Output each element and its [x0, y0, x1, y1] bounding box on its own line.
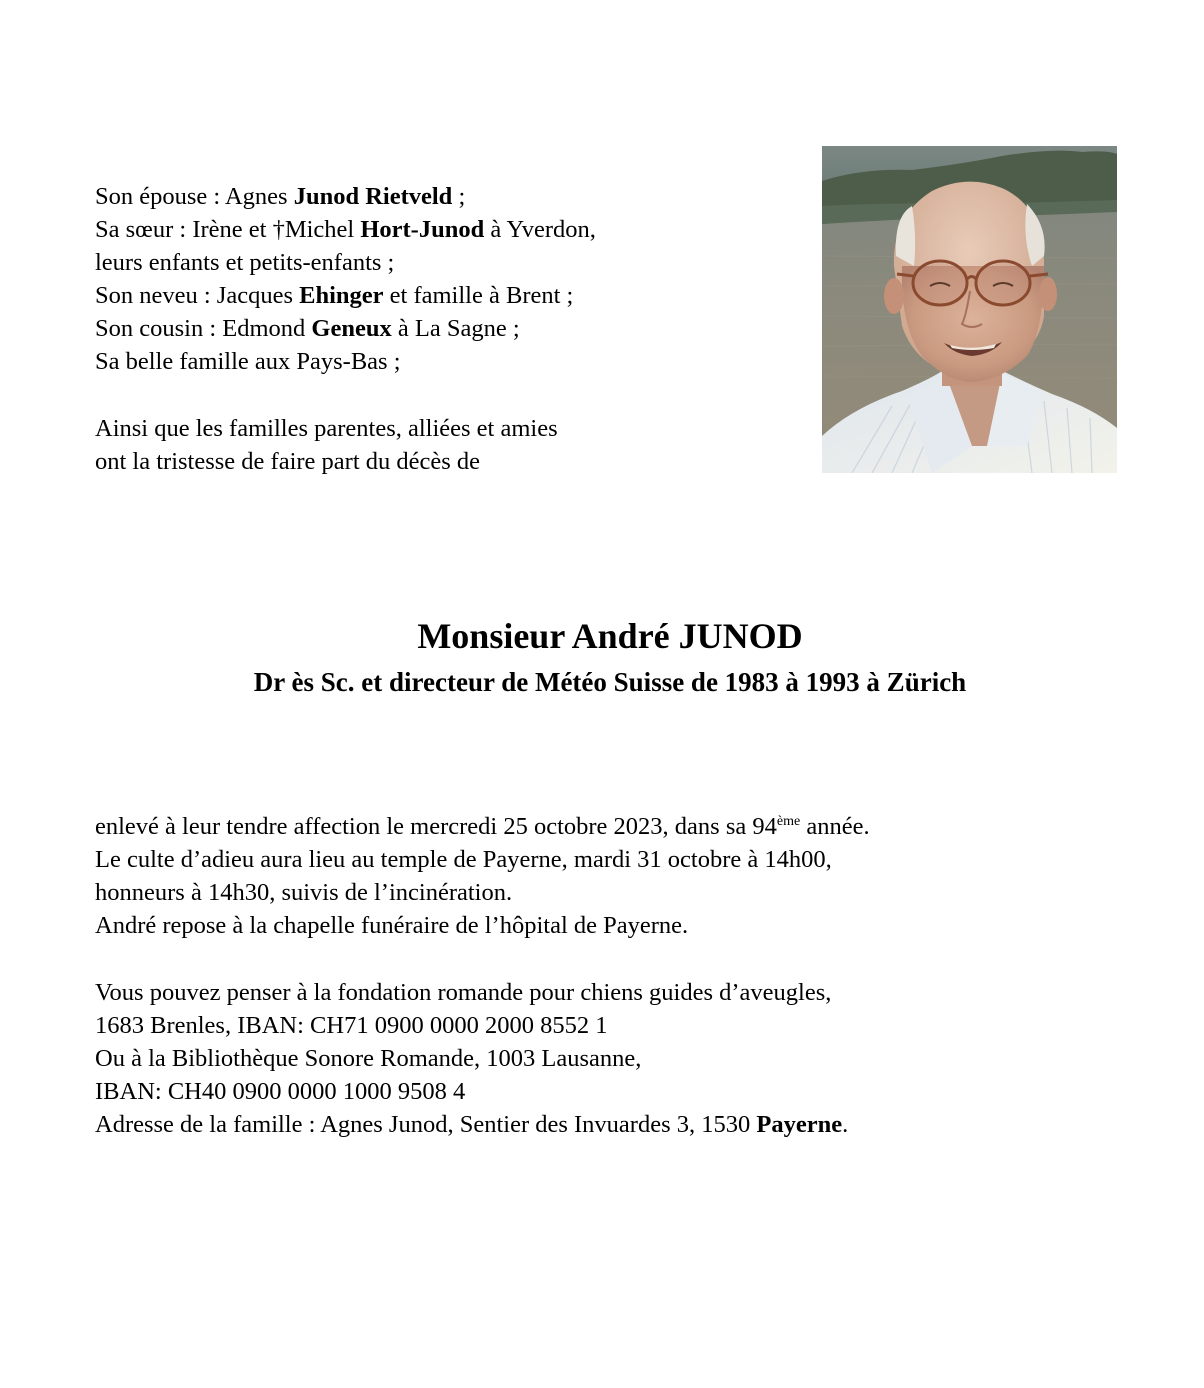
chapel-line: André repose à la chapelle funéraire de l’hôpital de Payerne.: [95, 912, 689, 939]
family-line-nephew: [95, 279, 596, 312]
family-line-text: leurs enfants et petits-enfants ;: [95, 249, 395, 276]
deceased-title: Dr ès Sc. et directeur de Météo Suisse de 1983 à 1993 à Zürich: [253, 667, 967, 697]
family-line-sister: [95, 213, 596, 246]
family-line-text: Son neveu : Jacques: [95, 282, 300, 309]
death-date-text: enlevé à leur tendre affection le mercredi 25 octobre 2023, dans sa 94: [95, 813, 777, 840]
family-line-children: [95, 246, 596, 279]
family-line-cousin: [95, 312, 596, 345]
family-name-bold: Ehinger: [299, 282, 384, 309]
deceased-name: Monsieur André JUNOD: [417, 616, 803, 656]
family-line-text: ;: [452, 183, 466, 210]
family-line-text: et famille à Brent ;: [383, 282, 574, 309]
family-line-text: Son cousin : Edmond: [95, 315, 312, 342]
address-text: .: [842, 1111, 849, 1138]
family-line-in-laws: [95, 345, 596, 378]
family-line-text: à Yverdon,: [484, 216, 596, 243]
family-name-bold: Junod Rietveld: [293, 183, 453, 210]
ordinal-suffix: ème: [776, 814, 801, 829]
portrait-image: [822, 146, 1117, 473]
family-line-spouse: [95, 180, 596, 213]
death-date-text: année.: [800, 813, 870, 840]
portrait-photo: [822, 146, 1117, 473]
donations-info: [95, 976, 848, 1141]
donation-line: Vous pouvez penser à la fondation romande pour chiens guides d’aveugles,: [95, 979, 832, 1006]
address-text: Adresse de la famille : Agnes Junod, Sentier des Invuardes 3, 1530: [95, 1111, 757, 1138]
intro-line: Ainsi que les familles parentes, alliées et amies: [95, 415, 558, 442]
service-line: Le culte d’adieu aura lieu au temple de Payerne, mardi 31 octobre à 14h00,: [95, 846, 832, 873]
family-address: [95, 1108, 848, 1141]
death-date-line: [95, 810, 870, 843]
intro-line: ont la tristesse de faire part du décès de: [95, 448, 481, 475]
funeral-details: [95, 810, 870, 942]
family-list: [95, 180, 596, 378]
family-line-text: Sa belle famille aux Pays-Bas ;: [95, 348, 401, 375]
address-city: Payerne: [756, 1111, 843, 1138]
announcement-intro: [95, 412, 558, 478]
donation-iban-1: 1683 Brenles, IBAN: CH71 0900 0000 2000 8552 1: [95, 1012, 608, 1039]
family-name-bold: Geneux: [311, 315, 392, 342]
family-line-text: à La Sagne ;: [391, 315, 520, 342]
donation-iban-2: IBAN: CH40 0900 0000 1000 9508 4: [95, 1078, 466, 1105]
donation-line: Ou à la Bibliothèque Sonore Romande, 1003 Lausanne,: [95, 1045, 642, 1072]
family-line-text: Sa sœur : Irène et †Michel: [95, 216, 361, 243]
family-line-text: Son épouse : Agnes: [95, 183, 294, 210]
deceased-heading: [0, 612, 1204, 702]
honours-line: honneurs à 14h30, suivis de l’incinération.: [95, 879, 513, 906]
family-name-bold: Hort-Junod: [360, 216, 485, 243]
